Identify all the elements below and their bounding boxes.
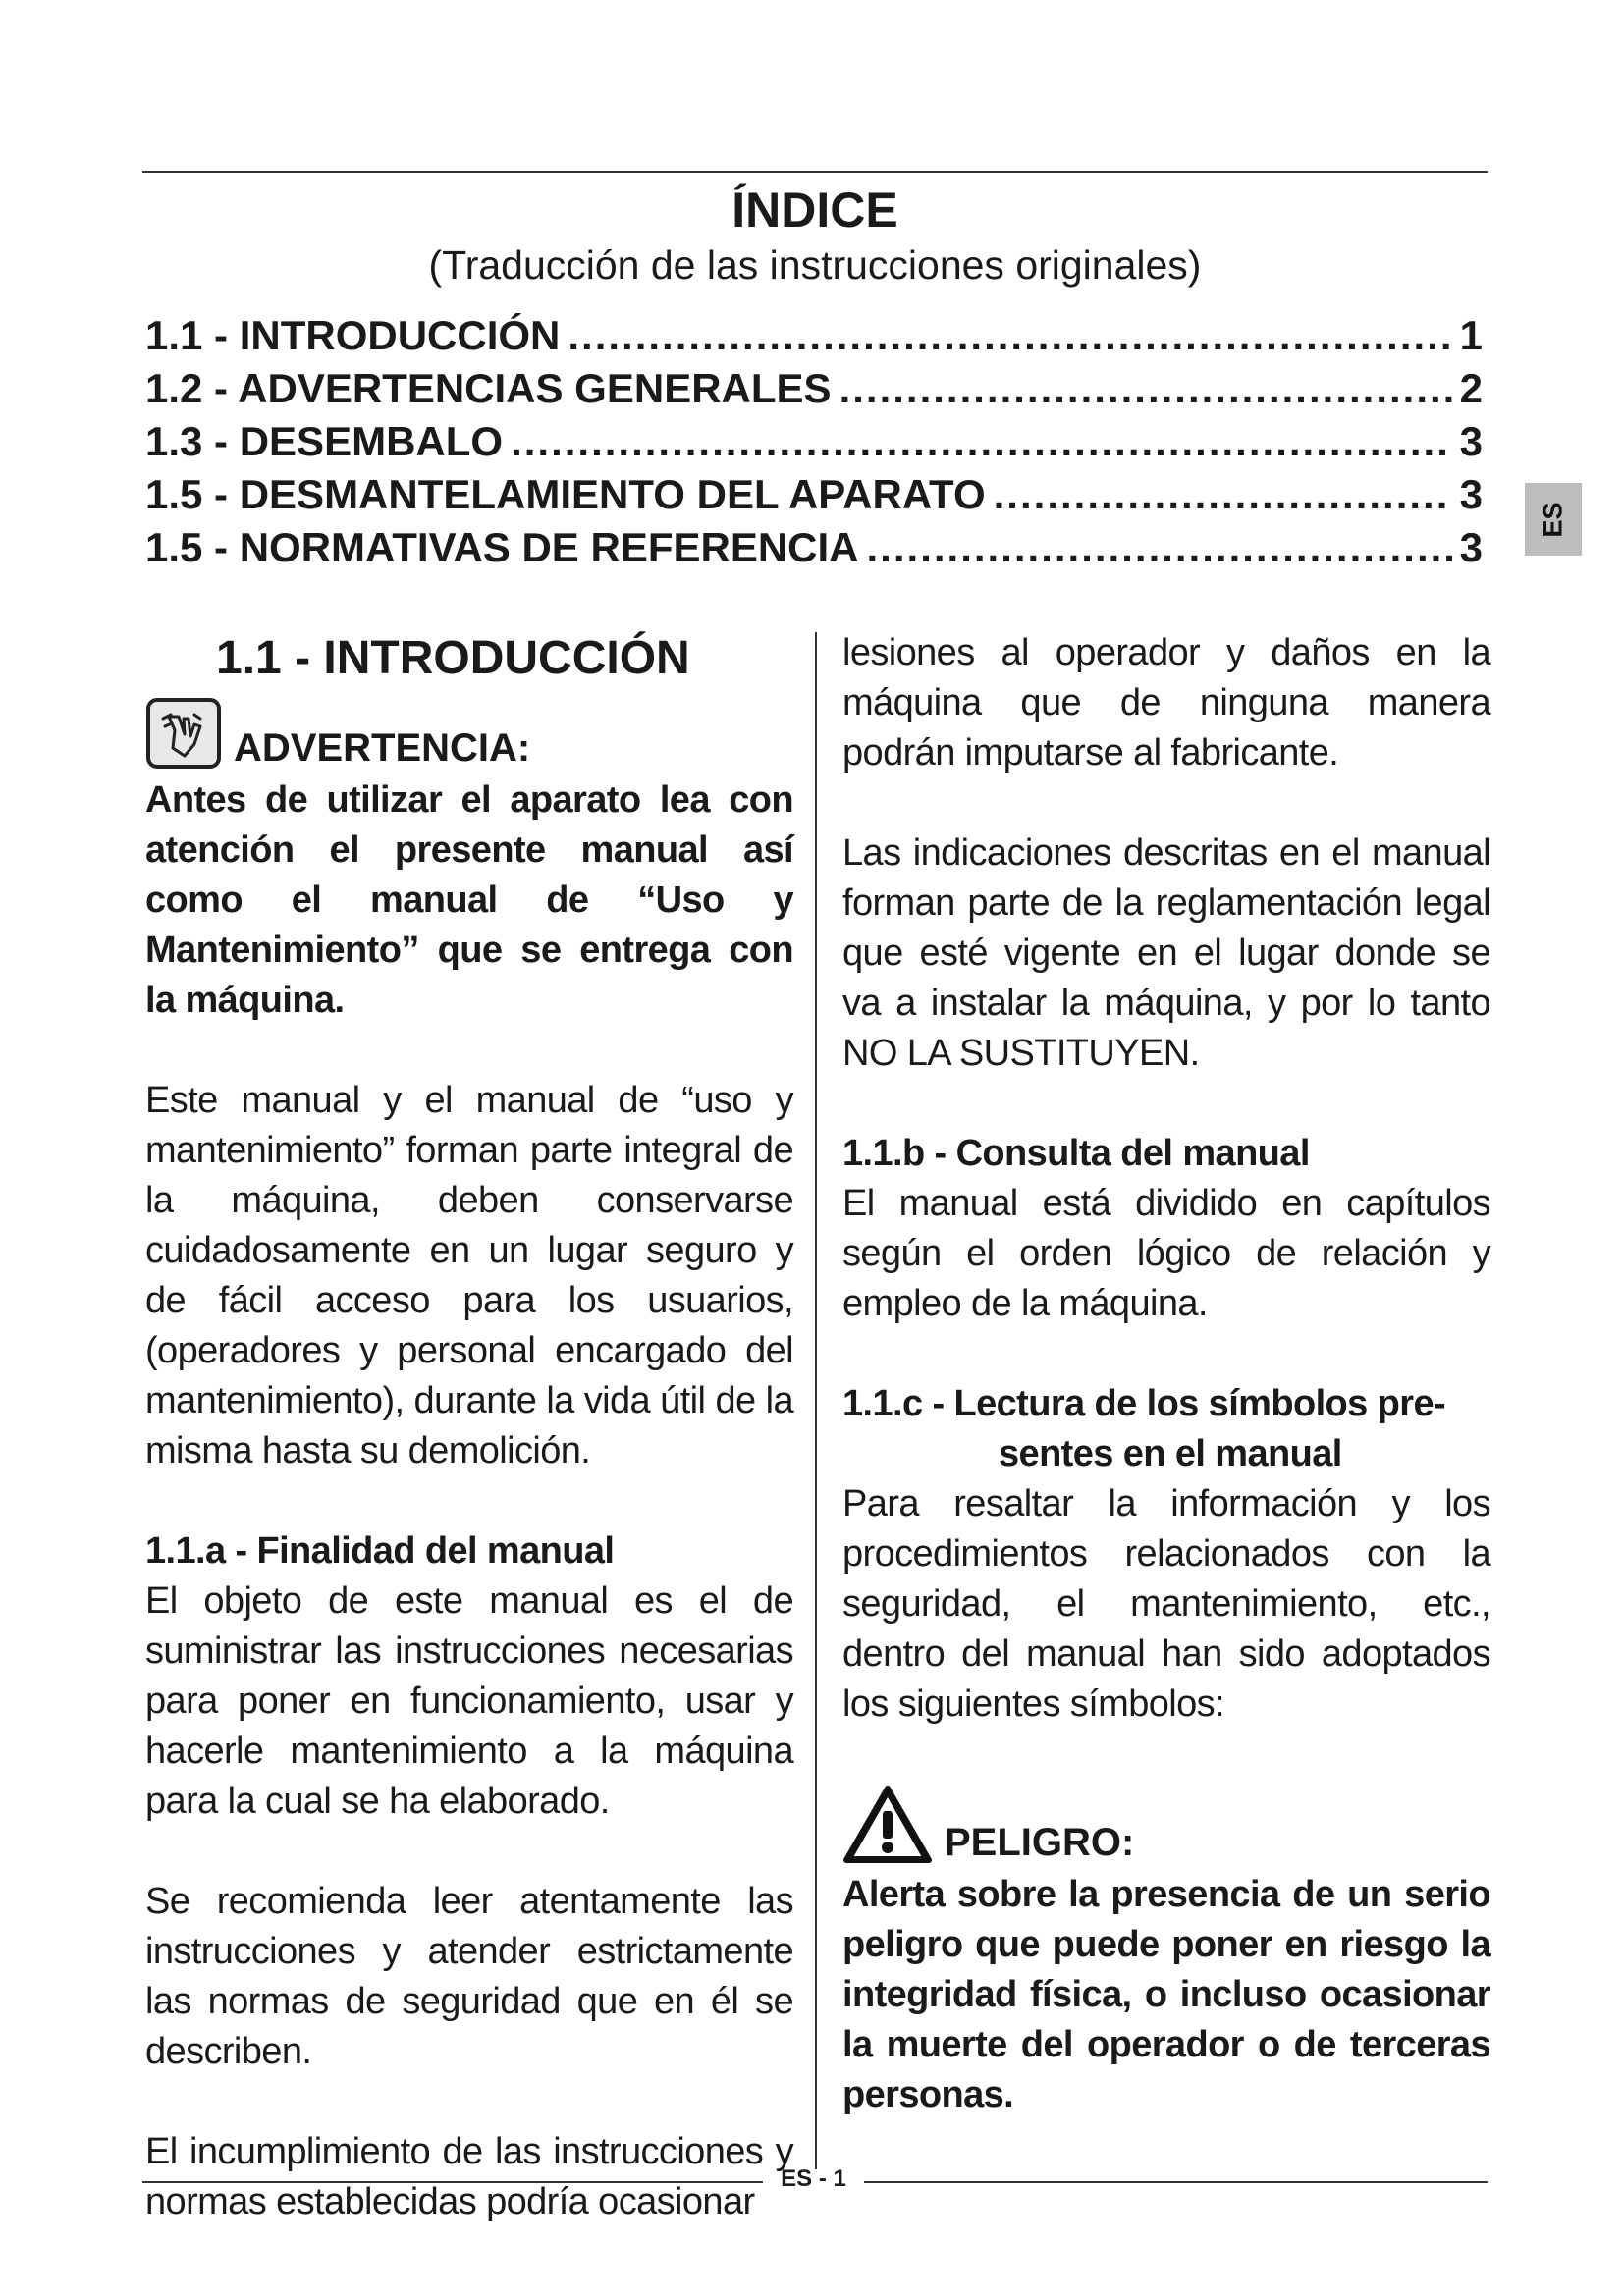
warning-title: ADVERTENCIA: [234, 726, 531, 770]
danger-title: PELIGRO: [945, 1821, 1135, 1864]
right-column [842, 628, 1490, 2120]
section-heading: 1.1 - INTRODUCCIÓN [216, 632, 690, 684]
danger-triangle-icon [842, 1784, 933, 1864]
warning-text: Antes de utilizar el aparato lea con atención el presente manual así como el manual de “Uso y Mantenimiento” que se entrega con la máquina. [145, 779, 793, 1021]
page-subtitle: (Traducción de las instrucciones originales) [428, 242, 1202, 288]
paragraph: Se recomienda leer atentamente las instrucciones y atender estrictamente las normas de seguridad que en él se describen. [145, 1881, 793, 2072]
paragraph: Para resaltar la información y los procedimientos relacionados con la seguridad, el mantenimiento, etc., dentro del manual han sido adoptados los siguientes símbolos: [842, 1483, 1490, 1725]
toc-leader-dots [839, 365, 1452, 412]
toc-label: 1.1 - INTRODUCCIÓN [145, 312, 561, 358]
toc-entry[interactable] [145, 524, 1483, 577]
top-rule [142, 171, 1488, 173]
toc-label: 1.3 - DESEMBALO [145, 418, 504, 464]
subsection-heading-continuation: sentes en el manual [999, 1433, 1342, 1474]
toc-leader-dots [511, 418, 1452, 465]
toc-leader-dots [568, 312, 1451, 359]
page-title: ÍNDICE [731, 183, 898, 238]
paragraph: Este manual y el manual de “uso y mantenimiento” forman parte integral de la máquina, deben conservarse cuidadosamente en un lugar seguro y de fácil acceso para los usuarios, (operadores y personal encargado del mantenimiento), durante la vida útil de la misma hasta su demolición. [145, 1080, 793, 1471]
subsection-heading: 1.1.a - Finalidad del manual [145, 1530, 615, 1572]
toc-label: 1.5 - NORMATIVAS DE REFERENCIA [145, 524, 859, 570]
toc-entry[interactable] [145, 471, 1483, 524]
toc-page-number: 3 [1459, 524, 1483, 570]
warning-header [145, 697, 793, 770]
toc-page-number: 1 [1459, 312, 1483, 358]
toc-entry[interactable] [145, 418, 1483, 471]
column-divider [815, 632, 817, 2169]
paragraph: lesiones al operador y daños en la máquina que de ninguna manera podrán imputarse al fabricante. [842, 632, 1490, 774]
danger-text: Alerta sobre la presencia de un serio peligro que puede poner en riesgo la integridad física, o incluso ocasionar la muerte del operador o de terceras personas. [842, 1874, 1490, 2115]
footer-page-number: ES - 1 [781, 2165, 846, 2192]
toc-page-number: 3 [1459, 471, 1483, 517]
toc-page-number: 2 [1459, 365, 1483, 411]
footer-rule-left [142, 2181, 763, 2183]
footer-rule-right [864, 2181, 1488, 2183]
paragraph: Las indicaciones descritas en el manual forman parte de la reglamentación legal que esté vigente en el lugar donde se va a instalar la máquina, y por lo tanto NO LA SUSTITUYEN. [842, 832, 1490, 1074]
paragraph: El manual está dividido en capítulos según el orden lógico de relación y empleo de la máquina. [842, 1183, 1490, 1324]
toc-entry[interactable] [145, 312, 1483, 365]
toc-label: 1.5 - DESMANTELAMIENTO DEL APARATO [145, 471, 986, 517]
subsection-heading: 1.1.c - Lectura de los símbolos pre- [842, 1383, 1446, 1424]
paragraph: El incumplimiento de las instrucciones y normas establecidas podría ocasionar [145, 2131, 793, 2222]
subsection-heading: 1.1.b - Consulta del manual [842, 1133, 1310, 1174]
paragraph: El objeto de este manual es el de suministrar las instrucciones necesarias para poner en funcionamiento, usar y hacerle mantenimiento a la máquina para la cual se ha elaborado. [145, 1580, 793, 1822]
table-of-contents [145, 312, 1483, 577]
warning-hand-icon [145, 697, 222, 770]
toc-leader-dots [867, 524, 1452, 571]
toc-entry[interactable] [145, 365, 1483, 418]
danger-header [842, 1784, 1490, 1864]
language-tab-label: ES [1538, 501, 1568, 538]
left-column [145, 628, 793, 2227]
toc-label: 1.2 - ADVERTENCIAS GENERALES [145, 365, 832, 411]
language-tab [1525, 483, 1582, 556]
toc-page-number: 3 [1459, 418, 1483, 464]
toc-leader-dots [994, 471, 1452, 518]
